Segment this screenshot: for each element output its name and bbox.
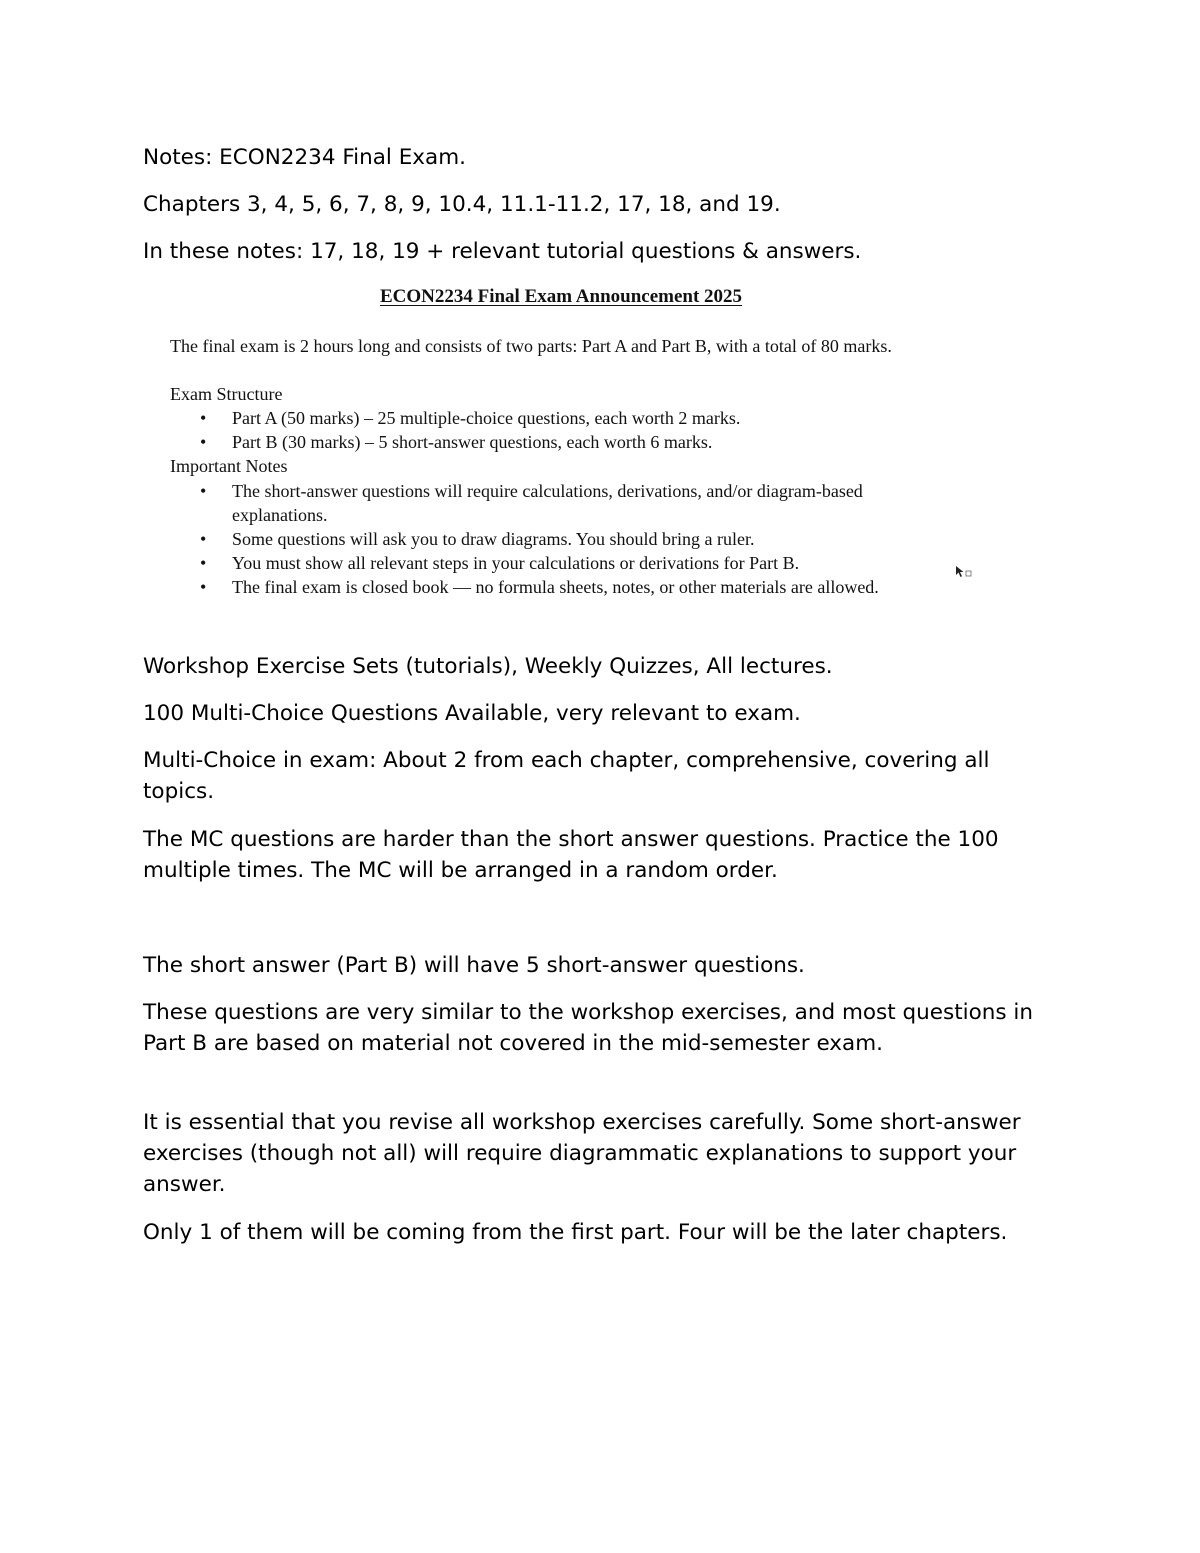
list-item [170,430,950,454]
in-these-notes-line: In these notes: 17, 18, 19 + relevant tutorial questions & answers. [143,239,862,264]
note-item-text: The short-answer questions will require calculations, derivations, and/or diagram-based explanations. [232,481,863,525]
bullet-icon: • [200,529,207,549]
structure-item-text: Part A (50 marks) – 25 multiple-choice questions, each worth 2 marks. [232,408,741,428]
list-item [170,527,950,551]
list-item [170,551,950,575]
note-item-text: Some questions will ask you to draw diagrams. You should bring a ruler. [232,529,755,549]
bullet-icon: • [200,481,207,501]
paragraph-short-answer: The short answer (Part B) will have 5 short-answer questions. [143,953,805,978]
list-item [170,479,950,527]
exam-structure-heading: Exam Structure [170,384,283,404]
bullet-icon: • [200,432,207,452]
paragraph-mc-harder: The MC questions are harder than the short answer questions. Practice the 100 multiple times. The MC will be arranged in a random order. [143,827,999,883]
list-item [170,575,950,599]
exam-announcement-image [166,282,986,627]
paragraph-mc-available: 100 Multi-Choice Questions Available, very relevant to exam. [143,701,801,726]
chapters-line: Chapters 3, 4, 5, 6, 7, 8, 9, 10.4, 11.1-11.2, 17, 18, and 19. [143,192,781,217]
bullet-icon: • [200,408,207,428]
notes-title: Notes: ECON2234 Final Exam. [143,145,466,170]
important-notes-list [170,479,950,599]
announcement-title: ECON2234 Final Exam Announcement 2025 [379,286,743,307]
bullet-icon: • [200,553,207,573]
exam-structure-list [170,406,950,454]
important-notes-heading: Important Notes [170,456,288,476]
paragraph-revise-workshop: It is essential that you revise all workshop exercises carefully. Some short-answer exercises (though not all) will require diagrammatic explanations to support your answer. [143,1110,1021,1197]
list-item [170,406,950,430]
paragraph-workshop-sets: Workshop Exercise Sets (tutorials), Weekly Quizzes, All lectures. [143,654,833,679]
note-item-text: You must show all relevant steps in your calculations or derivations for Part B. [232,553,800,573]
bullet-icon: • [200,577,207,597]
paragraph-first-part: Only 1 of them will be coming from the first part. Four will be the later chapters. [143,1220,1008,1245]
note-item-text: The final exam is closed book — no formula sheets, notes, or other materials are allowed. [232,577,879,597]
mouse-cursor-icon [955,565,973,579]
paragraph-similar-workshop: These questions are very similar to the workshop exercises, and most questions in Part B are based on material not covered in the mid-semester exam. [143,1000,1034,1056]
structure-item-text: Part B (30 marks) – 5 short-answer questions, each worth 6 marks. [232,432,713,452]
paragraph-mc-in-exam: Multi-Choice in exam: About 2 from each chapter, comprehensive, covering all topics. [143,748,990,804]
announcement-intro: The final exam is 2 hours long and consists of two parts: Part A and Part B, with a total of 80 marks. [170,336,892,356]
